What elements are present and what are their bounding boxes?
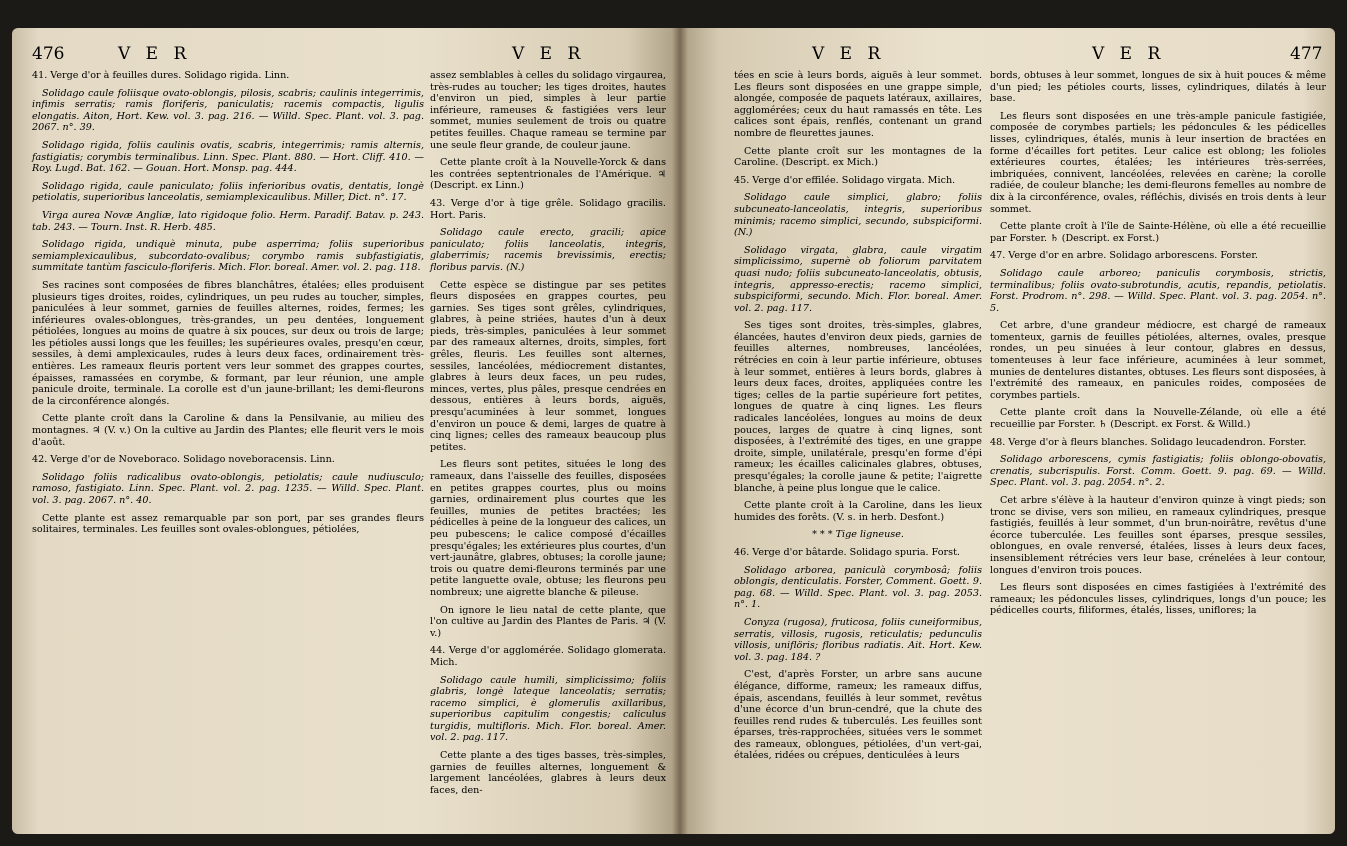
left-col1-header: V E R (118, 44, 192, 64)
left-page-number: 476 (32, 44, 65, 64)
paragraph: 42. Verge d'or de Noveboraco. Solidago noveboracensis. Linn. (32, 454, 335, 466)
paragraph: Solidago rigida, foliis caulinis ovatis, scabris, integerrimis; ramis alternis, fastigiatis; corymbis terminalibus. Linn. Spec. Plant. 880. — Hort. Cliff. 410. — Roy. Lugd. Bat. 162. — Gouan. Hort. Monsp. pag. 444. (32, 139, 424, 175)
left-column-1 (32, 70, 424, 542)
paragraph: tées en scie à leurs bords, aiguës à leur sommet. Les fleurs sont disposées en une grappe simple, alongée, composée de paquets latéraux, axillaires, agglomérées; ceux du haut ramassés en tête. Les calices sont épais, renflés, contenant un grand nombre de fleurettes jaunes. (734, 70, 982, 139)
section-heading: * * * Tige ligneuse. (812, 529, 904, 541)
paragraph: Virga aurea Novæ Angliæ, lato rigidoque folio. Herm. Paradif. Batav. p. 243. tab. 243. — Tourn. Inst. R. Herb. 485. (32, 209, 424, 233)
paragraph: bords, obtuses à leur sommet, longues de six à huit pouces & même d'un pied; les pétioles courts, lisses, cylindriques, dilatés à leur base. (990, 70, 1326, 105)
paragraph: 48. Verge d'or à fleurs blanches. Solidago leucadendron. Forster. (990, 436, 1307, 448)
paragraph: Solidago rigida, undiquè minuta, pube asperrima; foliis superioribus semiamplexicaulibus, subcordato-ovalibus; corymbo ramis subfastigiatis, summitate tantùm fasciculo-floriferis. Mich. Flor. boreal. Amer. vol. 2. pag. 118. (32, 239, 424, 274)
paragraph: 47. Verge d'or en arbre. Solidago arborescens. Forster. (990, 250, 1258, 262)
paragraph: 45. Verge d'or effilée. Solidago virgata. Mich. (734, 174, 956, 186)
paragraph: Solidago caule arboreo; paniculis corymbosis, strictis, terminalibus; foliis ovato-subrotundis, acutis, repandis, petiolatis. Forst. Prodrom. n°. 298. — Willd. Spec. Plant. vol. 3. pag. 2054. n°. 5. (990, 267, 1326, 314)
paragraph: Cette espèce se distingue par ses petites fleurs disposées en grappes courtes, peu garnies. Ses tiges sont grêles, cylindriques, glabres, à peine striées, hautes d'un à deux pieds, très-simples, paniculées à leur sommet par des rameaux alternes, droits, simples, fort grêles, fleuris. Les feuilles sont alternes, sessiles, lancéolées, médiocrement distantes, glabres à leurs deux faces, un peu rudes, minces, vertes, plus pâles, presque cendrées en dessous, entières à leurs bords, aiguës, presqu'acuminées à leur sommet, longues d'environ un pouce & demi, larges de quatre à cinq lignes; celles des rameaux beaucoup plus petites. (430, 279, 666, 453)
paragraph: Solidago foliis radicalibus ovato-oblongis, petiolatis; caule nudiusculo; ramoso, fastigiato. Linn. Spec. Plant. vol. 2. pag. 1235. — Willd. Spec. Plant. vol. 3. pag. 2067. n°. 40. (32, 471, 424, 506)
paragraph: Cette plante croît dans la Nouvelle-Zélande, où elle a été recueillie par Forster. ♄ (Descript. ex Forst. & Willd.) (990, 407, 1326, 431)
paragraph: Cette plante croît sur les montagnes de la Caroline. (Descript. ex Mich.) (734, 145, 982, 169)
paragraph: Cet arbre, d'une grandeur médiocre, est chargé de rameaux tomenteux, garnis de feuilles pétiolées, alternes, ovales, presque rondes, un peu sinuées à leur contour, glabres en dessus, tomenteuses à leur face inférieure, acuminées à leur sommet, munies de dentelures distantes, obtuses. Les fleurs sont disposées, à l'extrémité des rameaux, en panicules roides, composées de corymbes partiels. (990, 320, 1326, 401)
paragraph: 43. Verge d'or à tige grêle. Solidago gracilis. Hort. Paris. (430, 197, 666, 221)
paragraph: Cette plante croît à la Nouvelle-Yorck & dans les contrées septentrionales de l'Amérique. ♃ (Descript. ex Linn.) (430, 157, 666, 192)
paragraph: Solidago virgata, glabra, caule virgatim simplicissimo, supernè ob foliorum parvitatem quasi nudo; foliis subcuneato-lanceolatis, obtusis, integris, appresso-erectis; racemo simplici, subspiciformi, secundo. Mich. Flor. boreal. Amer. vol. 2. pag. 117. (734, 244, 982, 314)
paragraph: Cette plante croît à la Caroline, dans les lieux humides des forêts. (V. s. in herb. Desfont.) (734, 500, 982, 523)
book-gutter (672, 28, 688, 834)
paragraph: C'est, d'après Forster, un arbre sans aucune élégance, difforme, rameux; les rameaux diffus, épais, ascendans, feuillés à leur sommet, revêtus d'une écorce d'un brun-cendré, que la chute des feuilles rend rudes & tuberculés. Les feuilles sont éparses, très-rapprochées, situées vers le sommet des rameaux, oblongues, pétiolées, d'un vert-gai, étalées, ridées ou crépues, denticulées à leurs (734, 669, 982, 762)
paragraph: Ses tiges sont droites, très-simples, glabres, élancées, hautes d'environ deux pieds, garnies de feuilles alternes, nombreuses, lancéolées, rétrécies en coin à leur partie inférieure, obtuses à leur sommet, entières à leurs bords, glabres à leurs deux faces, droites, appliquées contre les tiges; celles de la partie supérieure fort petites, longues de quatre à cinq lignes. Les fleurs radicales lancéolées, longues au moins de deux pouces, larges de quatre à cinq lignes, sont disposées, à l'extrémité des tiges, en une grappe droite, simple, unilatérale, presqu'en forme d'épi rameux; les écailles calicinales glabres, obtuses, presqu'égales; la corolle jaune & petite; l'aigrette blanche, à peine plus longue que le calice. (734, 320, 982, 494)
right-column-1 (734, 70, 982, 768)
paragraph: Solidago caule erecto, gracili; apice paniculato; foliis lanceolatis, integris, glaberrimis; racemis brevissimis, erectis; floribus parvis. (N.) (430, 227, 666, 273)
paragraph: Cette plante croît à l'île de Sainte-Hélène, où elle a été recueillie par Forster. ♄ (Descript. ex Forst.) (990, 221, 1326, 244)
left-col2-header: V E R (512, 44, 586, 64)
left-column-2 (430, 70, 666, 802)
paragraph: Ses racines sont composées de fibres blanchâtres, étalées; elles produisent plusieurs tiges droites, roides, cylindriques, un peu rudes au toucher, simples, paniculées à leur sommet, garnies de feuilles alternes, roides, fermes; les inférieures ovales-oblongues, très-grandes, un peu dentées, longuement pétiolées, longues au moins de quatre à six pouces, sur deux ou trois de large; les pétioles aussi longs que les feuilles; les supérieures ovales, presqu'en cœur, sessiles, à demi amplexicaules, rudes à leurs deux faces, ordinairement très-entières. Les rameaux fleuris portent vers leur sommet des grappes courtes, épaisses, ramassées en corymbe, & formant, par leur réunion, une ample panicule droite, terminale. La corolle est d'un jaune-brillant; les demi-fleurons de la circonférence alongés. (32, 279, 424, 407)
paragraph: On ignore le lieu natal de cette plante, que l'on cultive au Jardin des Plantes de Paris. ♃ (V. v.) (430, 604, 666, 639)
right-column-2 (990, 70, 1326, 623)
paragraph: 46. Verge d'or bâtarde. Solidago spuria. Forst. (734, 546, 960, 558)
right-page-number: 477 (1290, 44, 1323, 64)
paragraph: Cette plante a des tiges basses, très-simples, garnies de feuilles alternes, longuement & largement lancéolées, glabres à leurs deux faces, den- (430, 750, 666, 796)
paragraph: Cet arbre s'élève à la hauteur d'environ quinze à vingt pieds; son tronc se divise, vers son milieu, en rameaux cylindriques, presque fastigiés, feuillés à leur sommet, d'un brun-noirâtre, revêtus d'une écorce tuberculée. Les feuilles sont éparses, presque sessiles, oblongues, en ovale renversé, étalées, lisses à leurs deux faces, insensiblement rétrécies vers leur base, crénelées à leur contour, longues d'environ trois pouces. (990, 495, 1326, 576)
paragraph: 44. Verge d'or agglomérée. Solidago glomerata. Mich. (430, 645, 666, 668)
paragraph: Solidago caule humili, simplicissimo; foliis glabris, longè lateque lanceolatis; serratis; racemo simplici, è glomerulis axillaribus, superioribus capitulim congestis; caliculus turgidis, multifloris. Mich. Flor. boreal. Amer. vol. 2. pag. 117. (430, 674, 666, 744)
paragraph: Solidago rigida, caule paniculato; foliis inferioribus ovatis, dentatis, longè petiolatis, superioribus lanceolatis, semiamplexicaulibus. Miller, Dict. n°. 17. (32, 180, 424, 204)
right-col1-header: V E R (812, 44, 886, 64)
paragraph: Conyza (rugosa), fruticosa, foliis cuneiformibus, serratis, villosis, rugosis, reticulatis; pedunculis villosis, uniflöris; floribus radiatis. Ait. Hort. Kew. vol. 3. pag. 184. ? (734, 616, 982, 663)
paragraph: Solidago arborea, paniculà corymbosâ; foliis oblongis, denticulatis. Forster, Comment. Goett. 9. pag. 68. — Willd. Spec. Plant. vol. 3. pag. 2053. n°. 1. (734, 564, 982, 611)
paragraph: Les fleurs sont disposées en une très-ample panicule fastigiée, composée de corymbes partiels; les pédoncules & les pédicelles lisses, cylindriques, étalés, munis à leur insertion de bractées en forme d'écailles fort petites. Leur calice est oblong; les folioles extérieures courtes, étalées; les intérieures très-serrées, imbriquées, connivent, lancéolées, relevées en carène; la corolle radiée, de couleur blanche; les demi-fleurons femelles au nombre de dix à la circonférence, ovales, réfléchis, divisés en trois dents à leur sommet. (990, 110, 1326, 215)
paragraph: assez semblables à celles du solidago virgaurea, très-rudes au toucher; les tiges droites, hautes d'environ un pied, simples à leur partie inférieure, rameuses & fastigiées vers leur sommet, munies seulement de trois ou quatre petites feuilles. Chaque rameau se termine par une seule fleur grande, de couleur jaune. (430, 70, 666, 151)
paragraph: Cette plante est assez remarquable par son port, par ses grandes fleurs solitaires, terminales. Les feuilles sont ovales-oblongues, pétiolées, (32, 512, 424, 536)
paragraph: Cette plante croît dans la Caroline & dans la Pensilvanie, au milieu des montagnes. ♃ (V. v.) On la cultive au Jardin des Plantes; elle fleurit vers le mois d'août. (32, 413, 424, 448)
right-col2-header: V E R (1092, 44, 1166, 64)
paragraph: Les fleurs sont disposées en cimes fastigiées à l'extrémité des rameaux; les pédoncules lisses, cylindriques, longs d'un pouce; les pédicelles courts, filiformes, étalés, lisses, uniflores; la (990, 582, 1326, 617)
paragraph: Solidago caule simplici, glabro; foliis subcuneato-lanceolatis, integris, superioribus minimis; racemo simplici, secundo, subspiciformi. (N.) (734, 192, 982, 239)
paragraph: Solidago caule foliisque ovato-oblongis, pilosis, scabris; caulinis integerrimis, infimis serratis; ramis floriferis, paniculatis; racemis compactis, ligulis elongatis. Aiton, Hort. Kew. vol. 3. pag. 216. — Willd. Spec. Plant. vol. 3. pag. 2067. n°. 39. (32, 87, 424, 134)
paragraph: Solidago arborescens, cymis fastigiatis; foliis oblongo-obovatis, crenatis, subcrispulis. Forst. Comm. Goett. 9. pag. 69. — Willd. Spec. Plant. vol. 3. pag. 2054. n°. 2. (990, 454, 1326, 489)
paragraph: 41. Verge d'or à feuilles dures. Solidago rigida. Linn. (32, 70, 290, 81)
paragraph: Les fleurs sont petites, situées le long des rameaux, dans l'aisselle des feuilles, disposées en petites grappes courtes, plus ou moins garnies, ordinairement plus courtes que les feuilles, munies de petites bractées; les pédicelles à peine de la longueur des calices, un peu pubescens; le calice composé d'écailles presqu'égales; les extérieures plus courtes, d'un vert-jaunâtre, glabres, obtuses; la corolle jaune; trois ou quatre demi-fleurons terminés par une petite languette ovale, obtuse; les fleurons peu nombreux; une aigrette blanche & pileuse. (430, 459, 666, 598)
